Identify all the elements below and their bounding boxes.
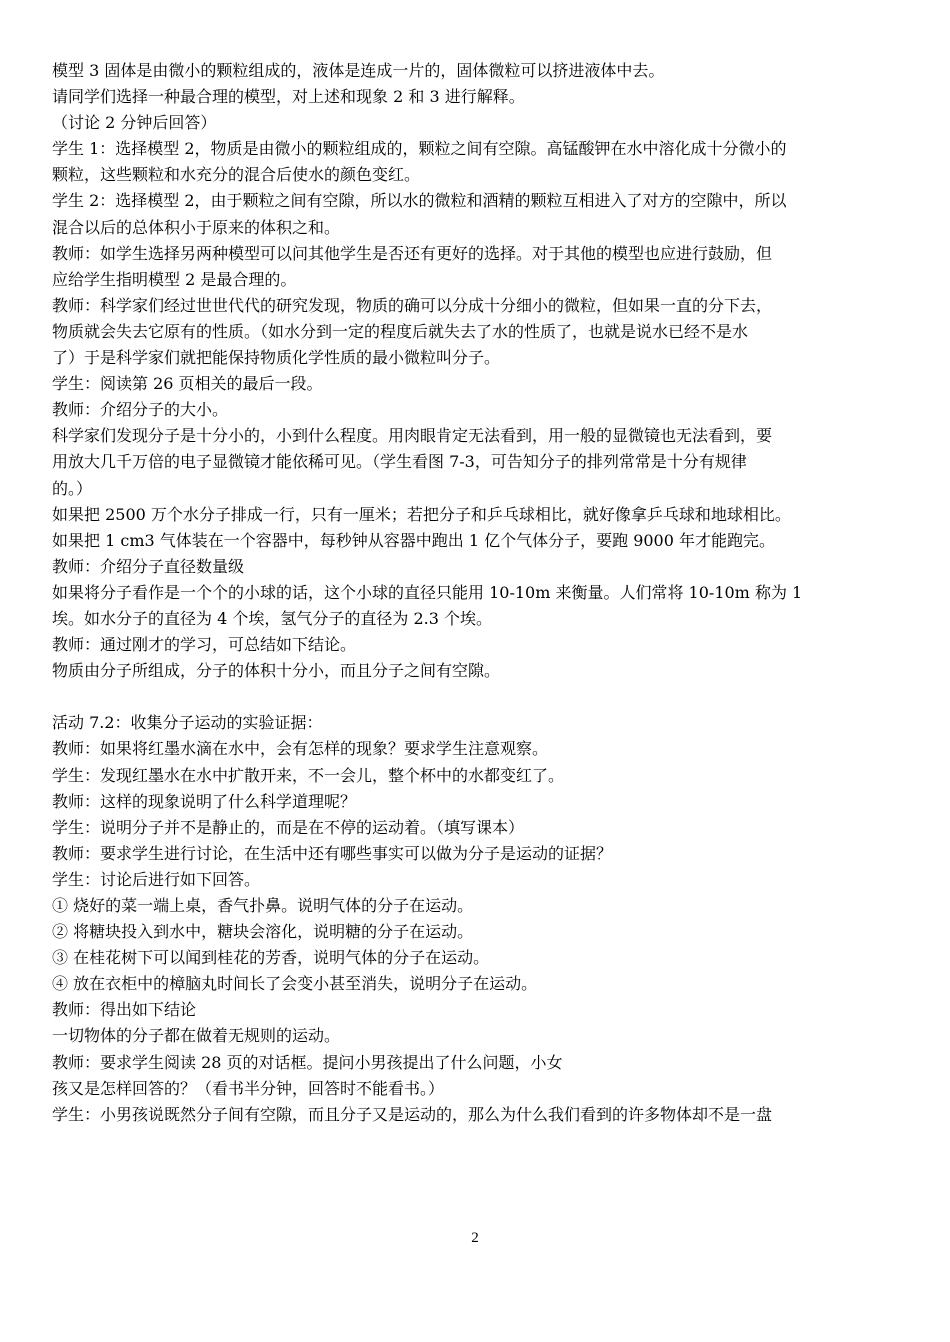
text-line: 学生：阅读第 26 页相关的最后一段。 — [52, 374, 323, 394]
text-line: 学生：讨论后进行如下回答。 — [52, 869, 261, 889]
text-line: 教师：如果将红墨水滴在水中，会有怎样的现象？要求学生注意观察。 — [52, 739, 549, 759]
text-line: 如果将分子看作是一个个的小球的话，这个小球的直径只能用 10-10m 来衡量。人们常将 10-10m 称为 1 — [52, 582, 803, 602]
text-line: ① 烧好的菜一端上桌，香气扑鼻。说明气体的分子在运动。 — [52, 896, 474, 915]
document-body — [52, 58, 904, 1128]
text-line: 物质由分子所组成，分子的体积十分小，而且分子之间有空隙。 — [52, 661, 501, 681]
blank-line — [52, 684, 904, 710]
text-line: 教师：通过刚才的学习，可总结如下结论。 — [52, 635, 357, 655]
text-line: 科学家们发现分子是十分小的，小到什么程度。用肉眼肯定无法看到，用一般的显微镜也无法看到，要 — [52, 426, 773, 446]
text-line: 的。） — [52, 478, 93, 498]
text-line: 教师：如学生选择另两种模型可以问其他学生是否还有更好的选择。对于其他的模型也应进行鼓励，但 — [52, 243, 773, 263]
text-line: 混合以后的总体积小于原来的体积之和。 — [52, 217, 341, 237]
text-line: 应给学生指明模型 2 是最合理的。 — [52, 269, 297, 289]
text-line: 学生：小男孩说既然分子间有空隙，而且分子又是运动的，那么为什么我们看到的许多物体却不是一盘 — [52, 1104, 773, 1124]
text-line: 教师：介绍分子直径数量级 — [52, 556, 245, 576]
text-line: 教师：要求学生进行讨论，在生活中还有哪些事实可以做为分子是运动的证据？ — [52, 843, 613, 863]
text-line: 了）于是科学家们就把能保持物质化学性质的最小微粒叫分子。 — [52, 348, 501, 368]
text-line: ④ 放在衣柜中的樟脑丸时间长了会变小甚至消失，说明分子在运动。 — [52, 974, 538, 994]
text-line: 活动 7.2：收集分子运动的实验证据： — [52, 713, 323, 733]
text-line: 颗粒，这些颗粒和水充分的混合后使水的颜色变红。 — [52, 165, 421, 185]
text-line: 物质就会失去它原有的性质。（如水分到一定的程度后就失去了水的性质了，也就是说水已经不是水 — [52, 321, 749, 341]
text-line: 教师：科学家们经过世世代代的研究发现，物质的确可以分成十分细小的微粒，但如果一直的分下去， — [52, 295, 773, 315]
page-number: 2 — [471, 1230, 479, 1246]
text-line: 用放大几千万倍的电子显微镜才能依稀可见。（学生看图 7-3，可告知分子的排列常常是十分有规律 — [52, 452, 747, 472]
text-line: 教师：要求学生阅读 28 页的对话框。提问小男孩提出了什么问题，小女 — [52, 1052, 563, 1072]
text-line: 学生：说明分子并不是静止的，而是在不停的运动着。（填写课本） — [52, 817, 525, 837]
text-line: 教师：得出如下结论 — [52, 1000, 197, 1020]
text-line: 学生：发现红墨水在水中扩散开来，不一会儿，整个杯中的水都变红了。 — [52, 765, 565, 785]
text-line: 教师：介绍分子的大小。 — [52, 400, 229, 420]
text-line: 学生 1：选择模型 2，物质是由微小的颗粒组成的，颗粒之间有空隙。高锰酸钾在水中溶化成十分微小的 — [52, 139, 787, 159]
text-line: 模型 3 固体是由微小的颗粒组成的，液体是连成一片的，固体微粒可以挤进液体中去。 — [52, 61, 665, 80]
text-line: ② 将糖块投入到水中，糖块会溶化，说明糖的分子在运动。 — [52, 922, 474, 942]
text-line: 教师：这样的现象说明了什么科学道理呢？ — [52, 791, 357, 811]
text-line: 学生 2：选择模型 2，由于颗粒之间有空隙，所以水的微粒和酒精的颗粒互相进入了对方的空隙中，所以 — [52, 191, 787, 211]
text-line: 如果把 2500 万个水分子排成一行，只有一厘米；若把分子和乒乓球相比，就好像拿乒乓球和地球相比。 — [52, 504, 791, 524]
text-line: 埃。如水分子的直径为 4 个埃，氢气分子的直径为 2.3 个埃。 — [52, 608, 492, 628]
text-line: 孩又是怎样回答的？（看书半分钟，回答时不能看书。） — [52, 1078, 445, 1098]
text-line: ③ 在桂花树下可以闻到桂花的芳香，说明气体的分子在运动。 — [52, 948, 490, 968]
text-line: 如果把 1 cm3 气体装在一个容器中，每秒钟从容器中跑出 1 亿个气体分子，要跑 9000 年才能跑完。 — [52, 530, 775, 550]
text-line: 请同学们选择一种最合理的模型，对上述和现象 2 和 3 进行解释。 — [52, 87, 525, 107]
text-line: （讨论 2 分钟后回答） — [52, 113, 217, 133]
text-line: 一切物体的分子都在做着无规则的运动。 — [52, 1026, 341, 1046]
